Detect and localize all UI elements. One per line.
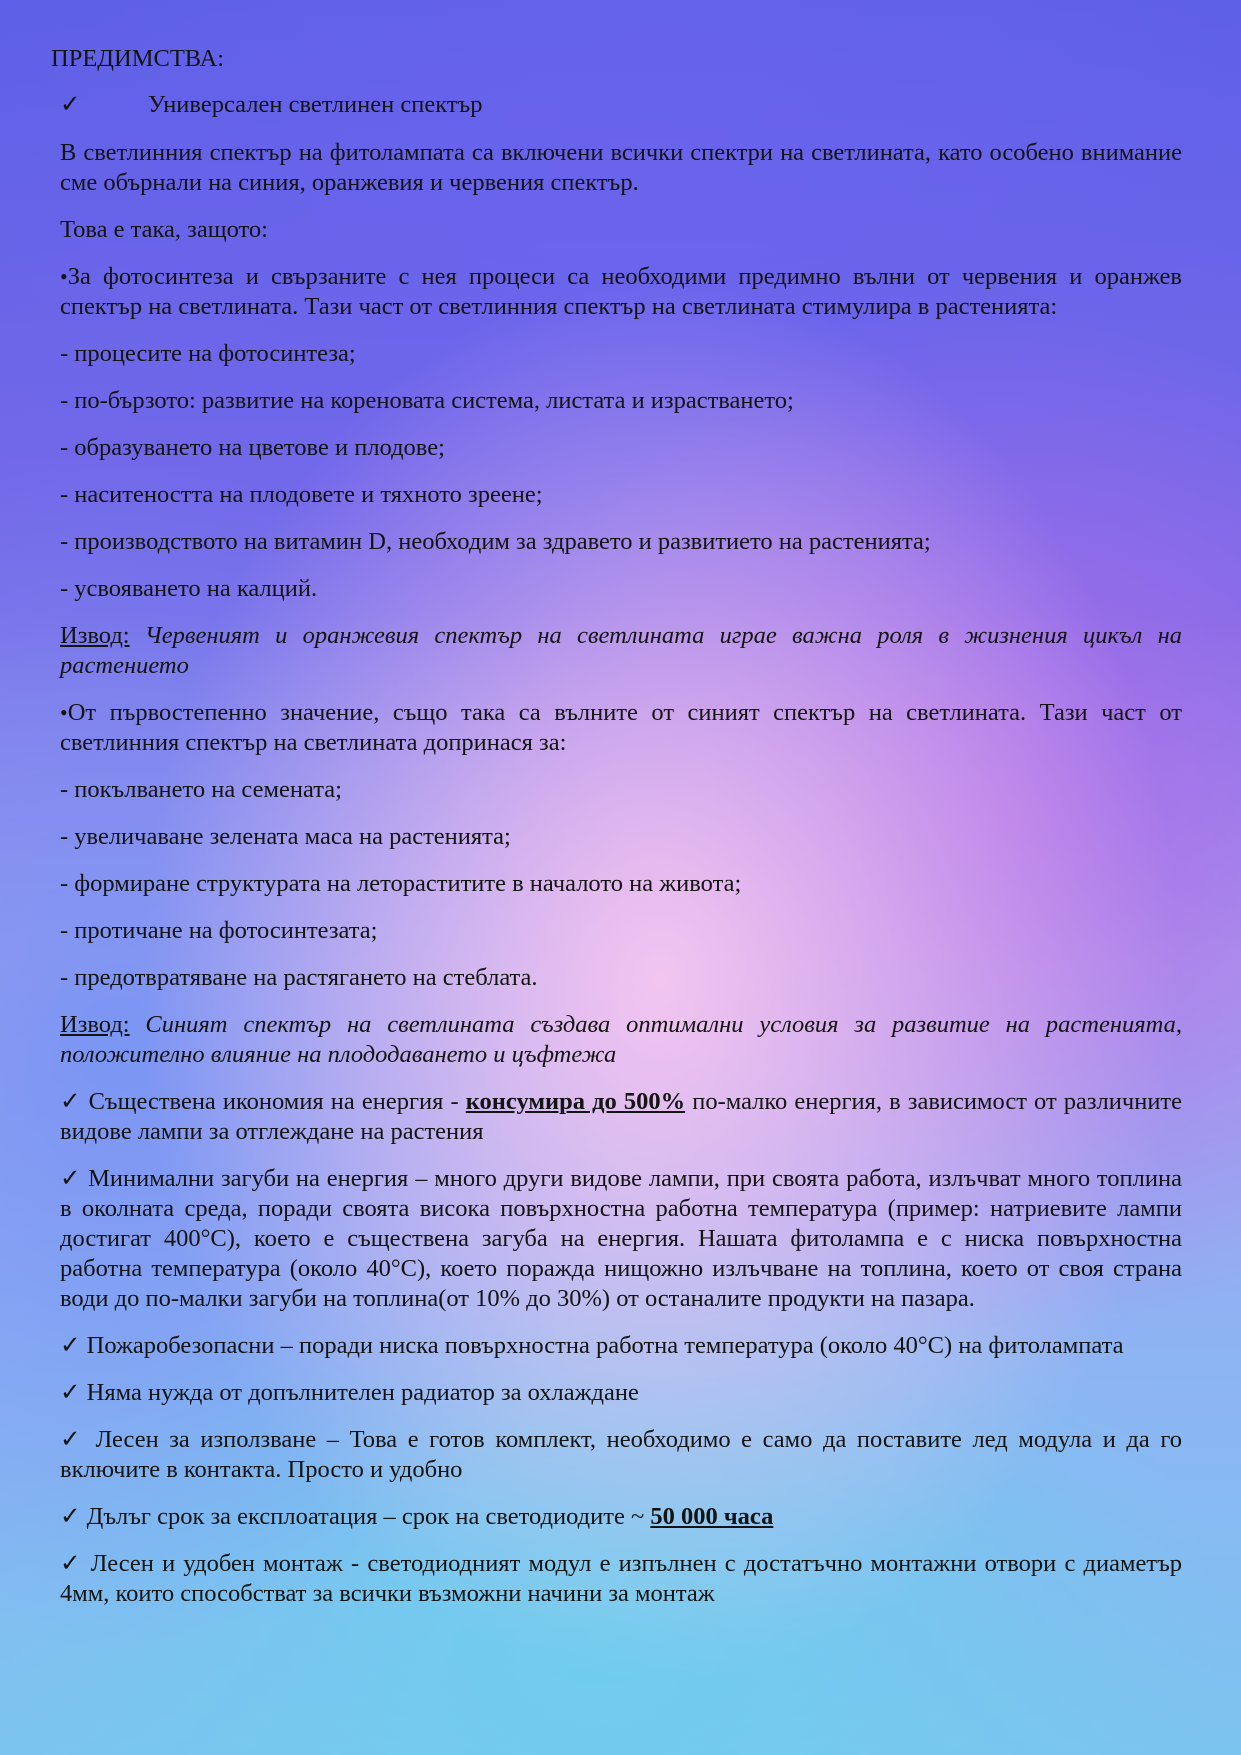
list-item: - процесите на фотосинтеза;	[60, 340, 356, 367]
list-item: - покълването на семената;	[60, 776, 342, 803]
benefit-minimal-losses: ✓ Минимални загуби на енергия – много други видове лампи, при своята работа, излъчват много топлина в околната среда, поради своята висока повърхностна работна температура (пример: натриевите лампи достигат 400°C), което е съществена загуба на енергия. Нашата фитолампа е с ниска повърхностна работна температура (около 40°C), което поражда нищожно излъчване на топлина, което от своя страна води до по-малки загуби на топлина(от 10% до 30%) от останалите продукти на пазара.	[60, 1165, 1182, 1312]
list-item: - формиране структурата на летораститите в началото на живота;	[60, 870, 742, 897]
benefit-energy-economy: ✓ Съществена икономия на енергия - консумира до 500% по-малко енергия, в зависимост от различните видове лампи за отглеждане на растения	[60, 1088, 1183, 1145]
red-spectrum-paragraph	[60, 262, 1182, 322]
list-item: - протичане на фотосинтезата;	[60, 917, 378, 944]
conclusion-label: Извод:	[60, 1011, 130, 1038]
benefit-easy-use: ✓ Лесен за използване – Това е готов комплект, необходимо е само да поставите лед модула и да го включите в контакта. Просто и удобно	[60, 1426, 1183, 1483]
list-item: - производството на витамин D, необходим за здравето и развитието на растенията;	[60, 528, 931, 555]
benefit-lifetime: ✓ Дълъг срок за експлоатация – срок на светодиодите ~ 50 000 часа	[60, 1503, 774, 1530]
checkmark-icon: ✓	[60, 1088, 82, 1115]
because-line: Това е така, защото:	[60, 216, 268, 243]
red-conclusion	[60, 621, 1182, 681]
list-item: - усвояването на калций.	[60, 575, 318, 602]
checkmark-icon: ✓	[60, 1165, 82, 1192]
benefit-fire-safe: ✓ Пожаробезопасни – поради ниска повърхностна работна температура (около 40°C) на фитолампата	[60, 1332, 1124, 1359]
checkmark-icon: ✓	[60, 1332, 81, 1359]
conclusion-label: Извод:	[60, 622, 130, 649]
document-page	[51, 44, 1183, 1626]
list-item: - предотвратяване на растягането на стеблата.	[60, 964, 538, 991]
bullet-icon: •	[60, 700, 68, 725]
blue-spectrum-text: От първостепенно значение, също така са вълните от синият спектър на светлината. Тази част от светлинния спектър на светлината допринася за:	[60, 699, 1182, 756]
blue-conclusion	[60, 1010, 1182, 1070]
page-title: ПРЕДИМСТВА:	[51, 45, 225, 72]
benefit-mounting: ✓ Лесен и удобен монтаж - светодиодният модул е изпълнен с достатъчно монтажни отвори с диаметър 4мм, които способстват за всички възможни начини за монтаж	[60, 1550, 1182, 1607]
checkmark-icon: ✓	[60, 91, 81, 118]
conclusion-text: Червеният и оранжевия спектър на светлината играе важна роля в жизнения цикъл на растението	[60, 622, 1182, 679]
benefit-no-radiator: ✓ Няма нужда от допълнителен радиатор за охлаждане	[60, 1379, 639, 1406]
conclusion-text: Синият спектър на светлината създава оптимални условия за развитие на растенията, положително влияние на плододаването и цъфтежа	[60, 1011, 1182, 1068]
list-item: - наситеността на плодовете и тяхното зреене;	[60, 481, 543, 508]
intro-paragraph: В светлинния спектър на фитолампата са включени всички спектри на светлината, като особено внимание сме обърнали на синия, оранжевия и червения спектър.	[60, 139, 1182, 196]
highlight-500-percent: консумира до 500%	[465, 1088, 686, 1115]
highlight-hours: 50 000 часа	[650, 1503, 774, 1530]
list-item: - образуването на цветове и плодове;	[60, 434, 445, 461]
checkmark-icon: ✓	[60, 1379, 81, 1406]
checkmark-icon: ✓	[60, 1503, 81, 1530]
spectrum-heading	[60, 90, 1182, 120]
list-item: - по-бързото: развитие на кореновата система, листата и израстването;	[60, 387, 794, 414]
checkmark-icon: ✓	[60, 1426, 85, 1453]
red-spectrum-text: За фотосинтеза и свързаните с нея процеси са необходими предимно вълни от червения и оранжев спектър на светлината. Тази част от светлинния спектър на светлината стимулира в растенията:	[60, 263, 1182, 320]
checkmark-icon: ✓	[60, 1550, 83, 1577]
blue-spectrum-paragraph	[60, 698, 1182, 758]
spectrum-title: Универсален светлинен спектър	[148, 91, 483, 118]
list-item: - увеличаване зелената маса на растенията;	[60, 823, 511, 850]
bullet-icon: •	[60, 264, 68, 289]
